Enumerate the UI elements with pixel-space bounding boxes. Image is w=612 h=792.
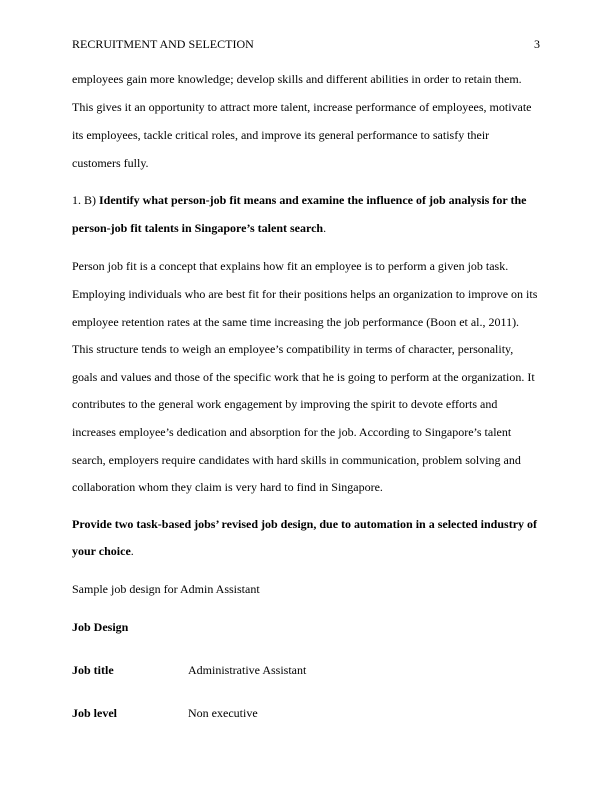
question-text: Identify what person-job fit means and examine the influence of job analysis for the — [99, 193, 527, 207]
task-heading-suffix: . — [130, 544, 134, 558]
question-heading-cont — [72, 220, 326, 236]
paragraph-line: search, employers require candidates with hard skills in communication, problem solving and — [72, 453, 521, 467]
paragraph-line: collaboration whom they claim is very hard to find in Singapore. — [72, 480, 383, 494]
paragraph-line: contributes to the general work engagement by improving the spirit to devote efforts and — [72, 397, 498, 411]
paragraph-line: customers fully. — [72, 156, 149, 170]
page-number: 3 — [534, 37, 540, 51]
task-heading-text: your choice — [72, 544, 131, 558]
paragraph-line: employees gain more knowledge; develop skills and different abilities in order to retain them. — [72, 72, 522, 86]
paragraph-line: This gives it an opportunity to attract more talent, increase performance of employees, motivate — [72, 100, 532, 114]
paragraph-line: increases employee’s dedication and absorption for the job. According to Singapore’s talent — [72, 425, 512, 439]
question-heading — [72, 192, 526, 208]
paragraph-line: Person job fit is a concept that explains how fit an employee is to perform a given job task. — [72, 259, 509, 273]
running-head: RECRUITMENT AND SELECTION — [72, 37, 254, 51]
question-prefix: 1. B) — [72, 193, 99, 207]
job-title-value: Administrative Assistant — [188, 663, 307, 677]
job-title-label: Job title — [72, 663, 114, 677]
job-design-heading: Job Design — [72, 620, 129, 634]
paragraph-line: Employing individuals who are best fit for their positions helps an organization to improve on its — [72, 287, 538, 301]
question-text: person-job fit talents in Singapore’s talent search — [72, 221, 324, 235]
task-heading-cont — [72, 543, 134, 559]
job-level-label: Job level — [72, 706, 117, 720]
paragraph-line: employee retention rates at the same time increasing the job performance (Boon et al., 2011). — [72, 315, 520, 329]
job-level-value: Non executive — [188, 706, 258, 720]
question-suffix: . — [323, 221, 327, 235]
paragraph-line: its employees, tackle critical roles, and improve its general performance to satisfy their — [72, 128, 490, 142]
sample-caption: Sample job design for Admin Assistant — [72, 582, 260, 596]
task-heading: Provide two task-based jobs’ revised job design, due to automation in a selected industry of — [72, 517, 538, 531]
paragraph-line: goals and values and those of the specific work that he is going to perform at the organization. It — [72, 370, 535, 384]
page-header — [72, 36, 540, 52]
paragraph-line: This structure tends to weigh an employee’s compatibility in terms of character, personality, — [72, 342, 514, 356]
